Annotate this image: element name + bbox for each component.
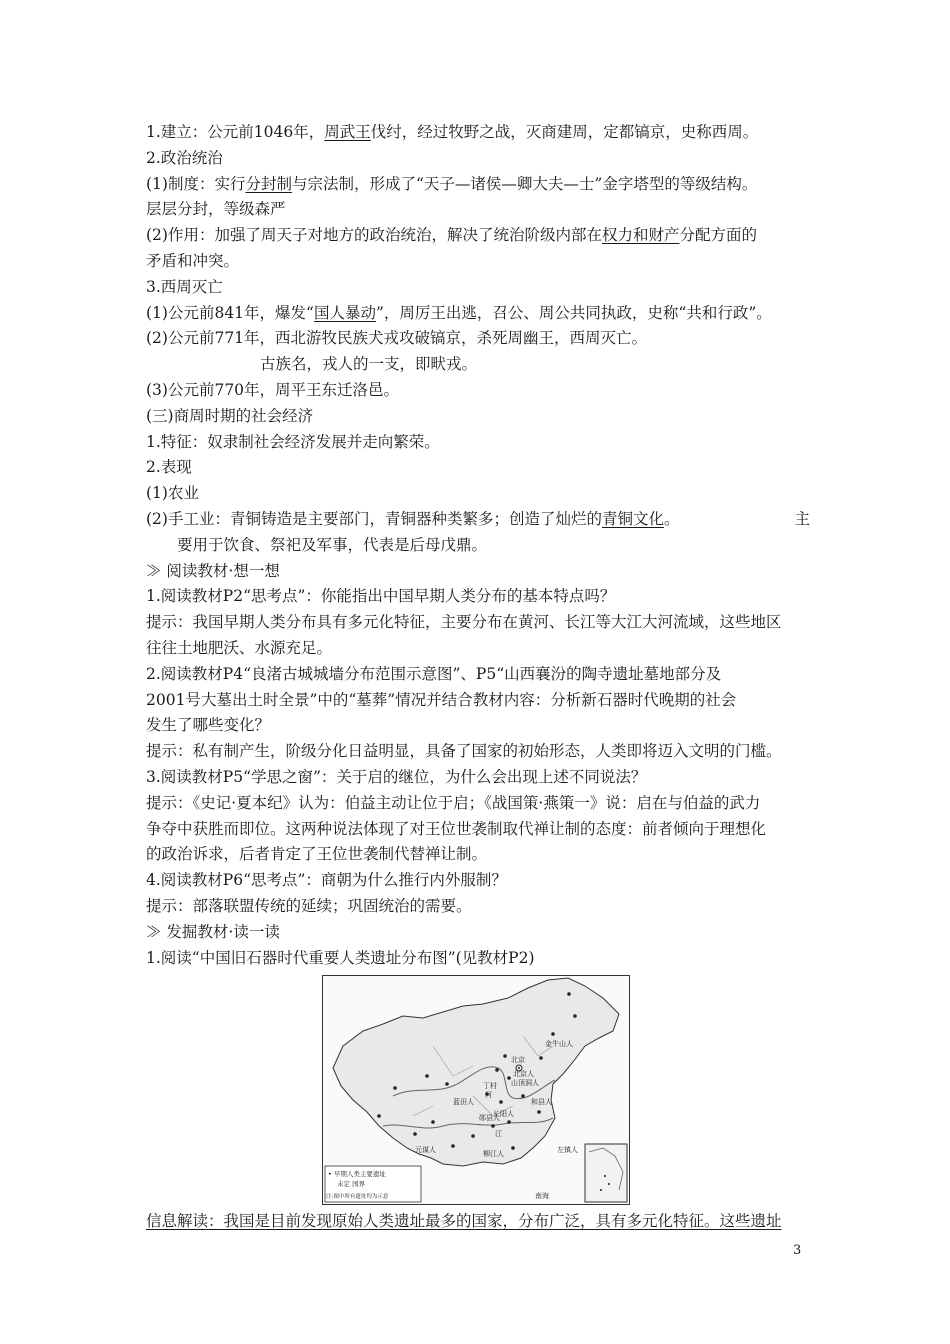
site-dot <box>431 1120 435 1124</box>
map-label-beijingren: 北京人 <box>513 1070 534 1079</box>
section-heading: (三)商周时期的社会经济 <box>146 406 314 425</box>
beijing-center <box>518 1067 520 1069</box>
question-line: 1.阅读教材P2“思考点”：你能指出中国早期人类分布的基本特点吗？ <box>146 587 616 606</box>
section-heading: 2.政治统治 <box>146 148 223 167</box>
site-dot <box>537 1110 541 1114</box>
paragraph-line: (1)公元前841年，爆发“国人暴动”，周厉王出逃，召公、周公共同执政，史称“共和行政”。 <box>146 303 772 322</box>
paragraph-line: 层层分封，等级森严 <box>146 200 286 219</box>
site-dot <box>471 1134 475 1138</box>
annotation-note: 古族名，戎人的一支，即畎戎。 <box>260 355 478 374</box>
china-paleolithic-sites-map <box>322 975 630 1205</box>
paragraph-line: (3)公元前770年，周平王东迁洛邑。 <box>146 380 400 399</box>
legend-item-border: 未定 国界 <box>337 1180 366 1189</box>
site-dot <box>451 1144 455 1148</box>
map-label-jiang: 江 <box>495 1130 502 1139</box>
paragraph-line: (2)作用：加强了周天子对地方的政治统治，解决了统治阶级内部在权力和财产分配方面的 <box>146 226 757 245</box>
question-line: 1.阅读“中国旧石器时代重要人类遗址分布图”(见教材P2) <box>146 948 535 967</box>
hint-line: 提示：部落联盟传统的延续；巩固统治的需要。 <box>146 896 472 915</box>
map-label-changyang: 长阳人 <box>493 1110 514 1119</box>
site-dot <box>521 1094 525 1098</box>
inset-island <box>600 1189 602 1191</box>
question-line: 2001号大墓出土时全景”中的“墓葬”情况并结合教材内容：分析新石器时代晚期的社会 <box>146 690 737 709</box>
site-dot <box>425 1074 429 1078</box>
annotation-note: 主 <box>794 509 810 528</box>
site-dot <box>503 1054 507 1058</box>
map-label-shandingdong: 山顶洞人 <box>511 1079 539 1088</box>
map-figure <box>323 976 629 1204</box>
site-dot <box>393 1086 397 1090</box>
site-dot <box>539 1056 543 1060</box>
site-dot <box>511 1146 515 1150</box>
underlined-answer: 权力和财产 <box>601 226 680 245</box>
underlined-answer: 周武王 <box>324 123 371 141</box>
question-line: 发生了哪些变化？ <box>146 716 271 735</box>
site-dot <box>499 1100 503 1104</box>
hint-line: 争夺中获胜而即位。这两种说法体现了对王位世袭制取代禅让制的态度：前者倾向于理想化 <box>146 819 767 838</box>
paragraph-line: (1)制度：实行分封制与宗法制，形成了“天子—诸侯—卿大夫—士”金字塔型的等级结构。 <box>146 174 758 193</box>
site-dot <box>445 1082 449 1086</box>
inset-island <box>608 1183 610 1185</box>
section-heading: ≫ 阅读教材·想一想 <box>146 561 280 580</box>
section-heading: 2.表现 <box>146 458 192 477</box>
map-label-he: 河 <box>485 1091 492 1100</box>
paragraph-line: (2)手工业：青铜铸造是主要部门，青铜器种类繁多；创造了灿烂的青铜文化。 主 <box>146 507 810 533</box>
paragraph-line: 矛盾和冲突。 <box>146 251 240 270</box>
paragraph-line: 1.特征：奴隶制社会经济发展并走向繁荣。 <box>146 432 440 451</box>
map-label-hexian: 和县人 <box>531 1098 552 1107</box>
map-label-dingcun: 丁村 <box>483 1082 497 1091</box>
map-label-yuanmou: 元谋人 <box>415 1146 436 1155</box>
site-dot <box>567 992 571 996</box>
map-label-zuojiang: 左镇人 <box>557 1146 578 1155</box>
map-label-nanhai: 南海 <box>535 1192 549 1201</box>
map-label-yunxian: 郧县人 <box>479 1114 500 1123</box>
map-label-beijing: 北京 <box>511 1056 525 1065</box>
hint-line: 提示：《史记·夏本纪》认为：伯益主动让位于启；《战国策·燕策一》说：启在与伯益的武力 <box>146 793 761 812</box>
paragraph-line: (2)公元前771年，西北游牧民族犬戎攻破镐京，杀死周幽王，西周灭亡。 <box>146 329 648 348</box>
question-line: 4.阅读教材P6“思考点”：商朝为什么推行内外服制？ <box>146 871 507 890</box>
site-dot <box>507 1120 511 1124</box>
site-dot <box>495 1068 499 1072</box>
map-label-lantian: 蓝田人 <box>453 1098 474 1107</box>
section-heading: 3.西周灭亡 <box>146 277 223 296</box>
underlined-answer: 分封制 <box>245 174 292 193</box>
paragraph-line: 1.建立：公元前1046年，周武王伐纣，经过牧野之战，灭商建周，定都镐京，史称西周。 <box>146 123 759 141</box>
inset-island <box>604 1175 606 1177</box>
section-heading: ≫ 发掘教材·读一读 <box>146 922 280 941</box>
south-sea-inset <box>585 1144 627 1202</box>
underlined-answer: 青铜文化 <box>601 509 664 528</box>
hint-line: 提示：我国早期人类分布具有多元化特征，主要分布在黄河、长江等大江大河流域，这些地区 <box>146 613 782 632</box>
map-label-jinniushan: 金牛山人 <box>545 1040 573 1049</box>
site-dot <box>573 1014 577 1018</box>
hint-line: 的政治诉求，后者肯定了王位世袭制代替禅让制。 <box>146 845 488 864</box>
site-dot <box>413 1132 417 1136</box>
page-number: 3 <box>793 1243 802 1258</box>
underlined-answer: 国人暴动 <box>313 303 376 322</box>
legend-note: 注:图中所有遗址均为示意 <box>326 1194 389 1201</box>
legend-item-sites: • 早期人类主要遗址 <box>328 1170 386 1179</box>
paragraph-line: (1)农业 <box>146 484 199 503</box>
question-line: 2.阅读教材P4“良渚古城城墙分布范围示意图”、P5“山西襄汾的陶寺遗址墓地部分及 <box>146 664 722 683</box>
underlined-answer: 我国是目前发现原始人类遗址最多的国家，分布广泛，具有多元化特征。这些遗址 <box>223 1212 782 1231</box>
paragraph-line: 信息解读：我国是目前发现原始人类遗址最多的国家，分布广泛，具有多元化特征。这些遗址 <box>146 1212 782 1231</box>
site-dot <box>551 1032 555 1036</box>
hint-line: 往往土地肥沃、水源充足。 <box>146 638 333 657</box>
site-dot <box>491 1124 495 1128</box>
page-content <box>146 120 810 1235</box>
hint-line: 提示：私有制产生，阶级分化日益明显，具备了国家的初始形态，人类即将迈入文明的门槛。 <box>146 742 782 761</box>
site-dot <box>377 1114 381 1118</box>
map-label-liujiang: 柳江人 <box>483 1150 504 1159</box>
question-line: 3.阅读教材P5“学思之窗”：关于启的继位，为什么会出现上述不同说法？ <box>146 767 647 786</box>
annotation-note: 要用于饮食、祭祀及军事，代表是后母戊鼎。 <box>177 535 488 554</box>
